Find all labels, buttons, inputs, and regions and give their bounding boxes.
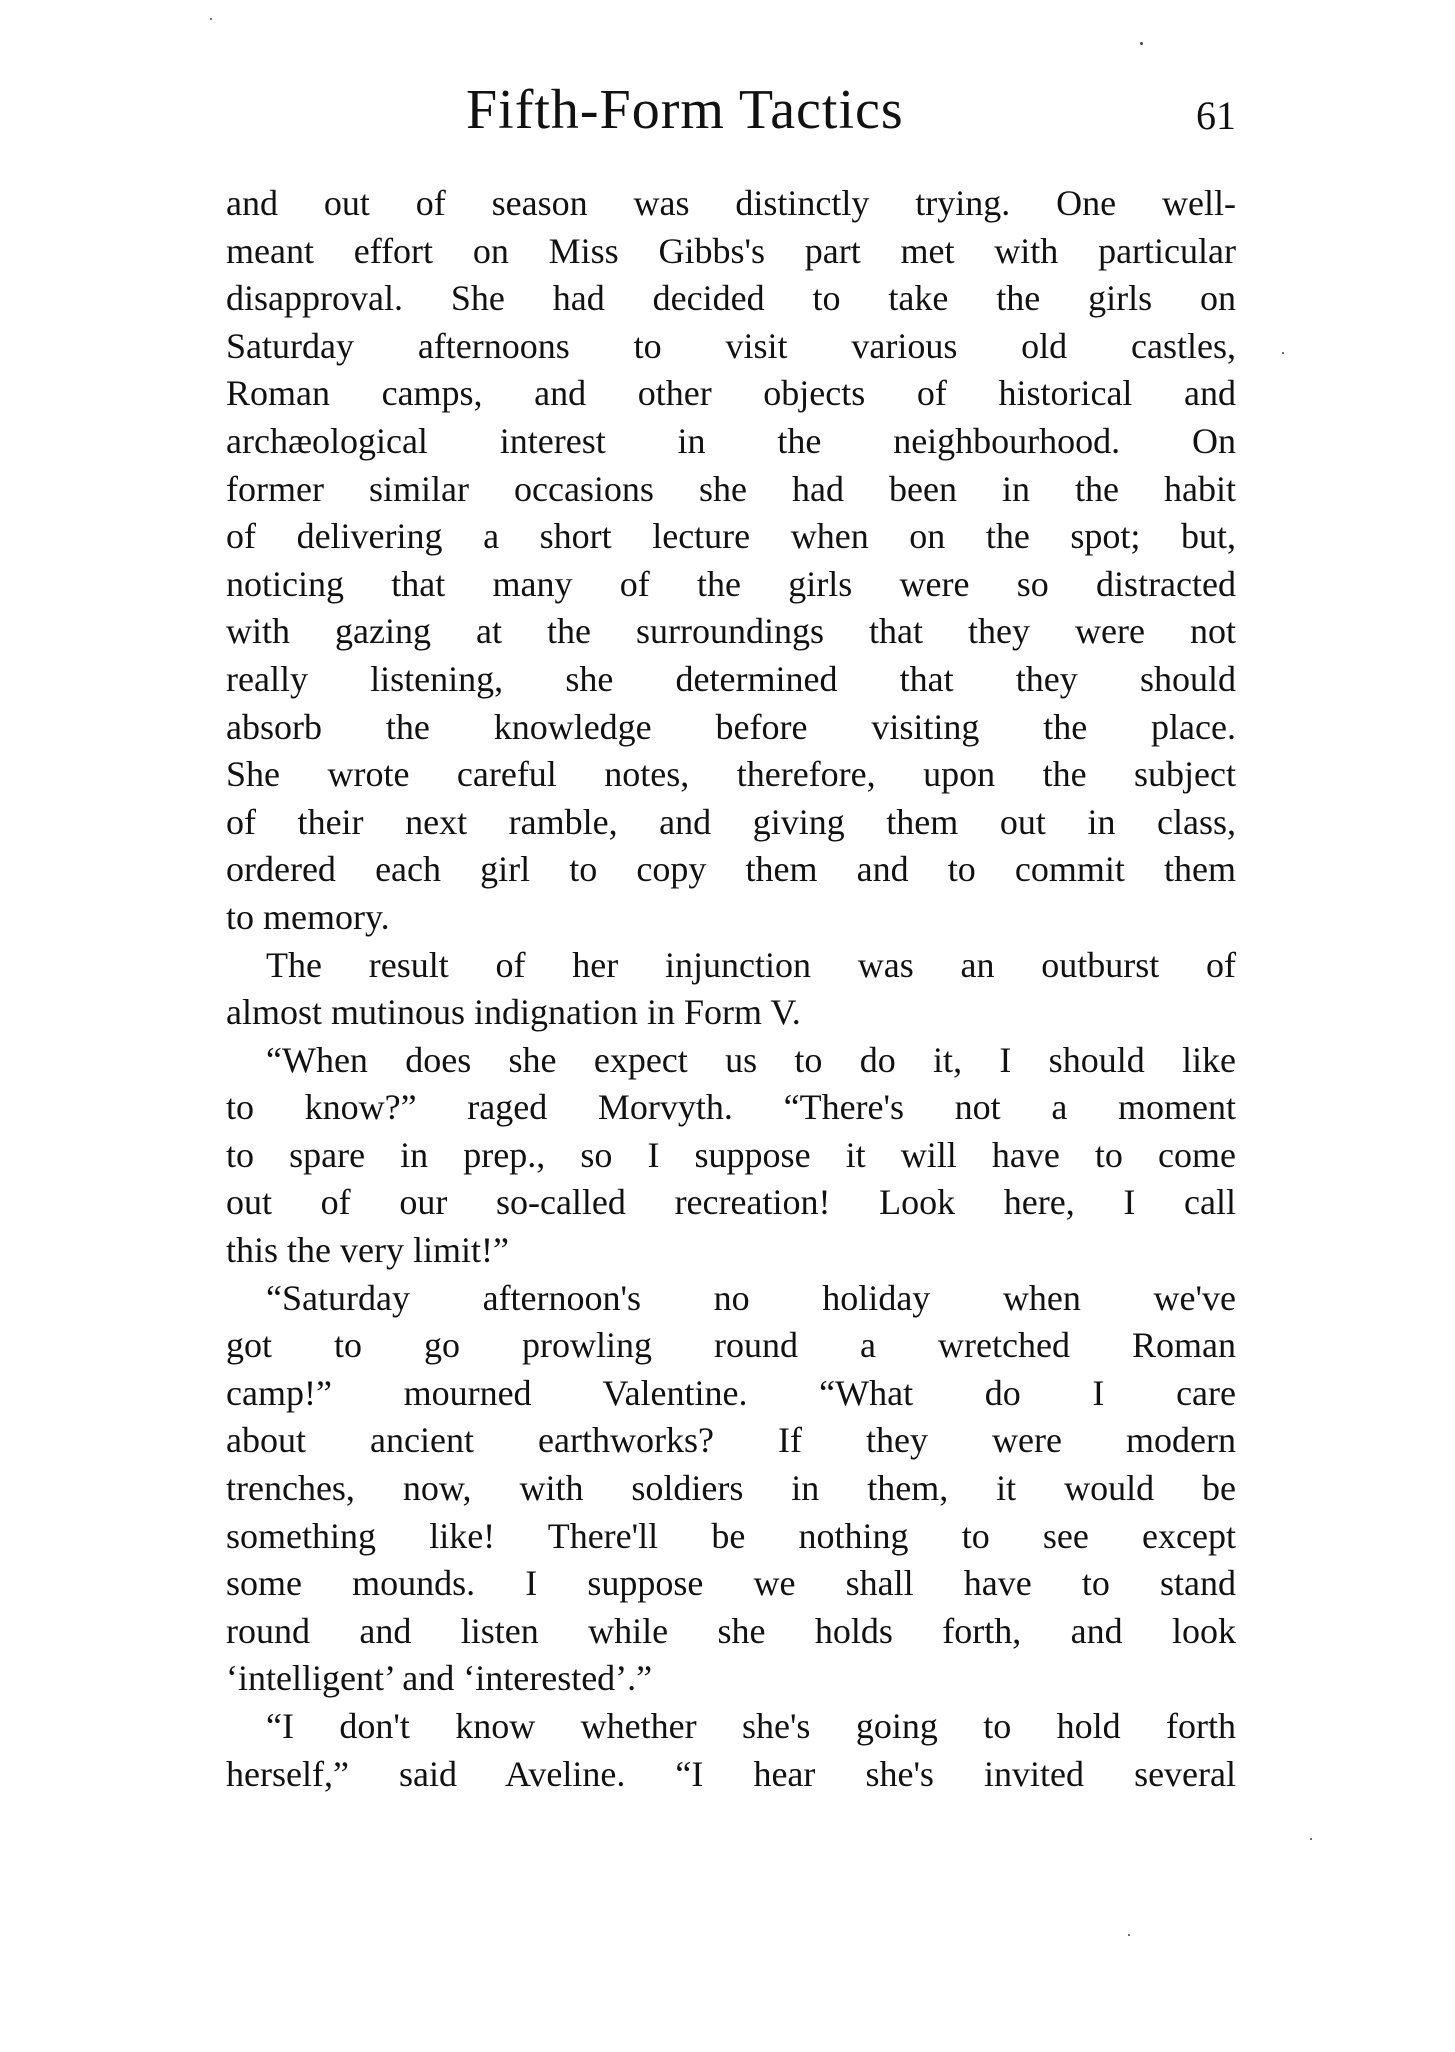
scan-speck: [1128, 1934, 1130, 1936]
scan-speck: [1140, 42, 1143, 45]
scan-speck: [210, 18, 212, 20]
text-line: archæological interest in the neighbourhood. On: [226, 420, 1236, 461]
text-line: of their next ramble, and giving them out in class,: [226, 801, 1236, 842]
text-line: got to go prowling round a wretched Roman: [226, 1325, 1236, 1366]
text-line: meant effort on Miss Gibbs's part met with particular: [226, 230, 1236, 271]
page-number: 61: [1196, 93, 1236, 138]
text-line: “Saturday afternoon's no holiday when we've: [266, 1277, 1236, 1318]
text-line: of delivering a short lecture when on the spot; but,: [226, 516, 1236, 557]
body-text: [226, 180, 1236, 1798]
running-title: Fifth-Form Tactics: [466, 79, 904, 141]
paragraph: [226, 942, 1236, 1037]
text-line: disapproval. She had decided to take the girls on: [226, 278, 1236, 319]
text-line: noticing that many of the girls were so distracted: [226, 563, 1236, 604]
text-line: camp!” mourned Valentine. “What do I care: [226, 1372, 1236, 1413]
text-line: really listening, she determined that they should: [226, 658, 1236, 699]
text-line: “When does she expect us to do it, I should like: [266, 1039, 1236, 1080]
text-line: herself,” said Aveline. “I hear she's invited several: [226, 1753, 1236, 1794]
text-line: The result of her injunction was an outburst of: [266, 944, 1236, 985]
paragraph: [226, 1275, 1236, 1703]
paragraph: [226, 180, 1236, 942]
text-line: something like! There'll be nothing to see except: [226, 1515, 1236, 1556]
text-line: almost mutinous indignation in Form V.: [226, 992, 801, 1033]
text-line: ordered each girl to copy them and to commit them: [226, 849, 1236, 890]
text-line: former similar occasions she had been in the habit: [226, 468, 1236, 509]
text-line: some mounds. I suppose we shall have to stand: [226, 1563, 1236, 1604]
text-line: Saturday afternoons to visit various old castles,: [226, 325, 1236, 366]
text-line: out of our so-called recreation! Look here, I call: [226, 1182, 1236, 1223]
text-line: this the very limit!”: [226, 1230, 509, 1271]
text-line: to know?” raged Morvyth. “There's not a moment: [226, 1087, 1236, 1128]
scan-speck: [1310, 1838, 1312, 1840]
paragraph: [226, 1703, 1236, 1798]
text-line: round and listen while she holds forth, and look: [226, 1610, 1236, 1651]
text-line: about ancient earthworks? If they were modern: [226, 1420, 1236, 1461]
text-line: She wrote careful notes, therefore, upon the subject: [226, 754, 1236, 795]
text-line: Roman camps, and other objects of historical and: [226, 373, 1236, 414]
running-header: [226, 70, 1236, 150]
paragraph: [226, 1037, 1236, 1275]
text-line: to spare in prep., so I suppose it will have to come: [226, 1134, 1236, 1175]
text-line: and out of season was distinctly trying. One well-: [226, 183, 1236, 223]
scan-speck: [1282, 352, 1284, 354]
text-line: with gazing at the surroundings that they were not: [226, 611, 1236, 652]
text-line: “I don't know whether she's going to hold forth: [266, 1706, 1236, 1746]
text-line: to memory.: [226, 896, 390, 937]
text-line: trenches, now, with soldiers in them, it would be: [226, 1468, 1236, 1509]
text-line: absorb the knowledge before visiting the place.: [226, 706, 1236, 747]
text-line: ‘intelligent’ and ‘interested’.”: [226, 1658, 653, 1699]
